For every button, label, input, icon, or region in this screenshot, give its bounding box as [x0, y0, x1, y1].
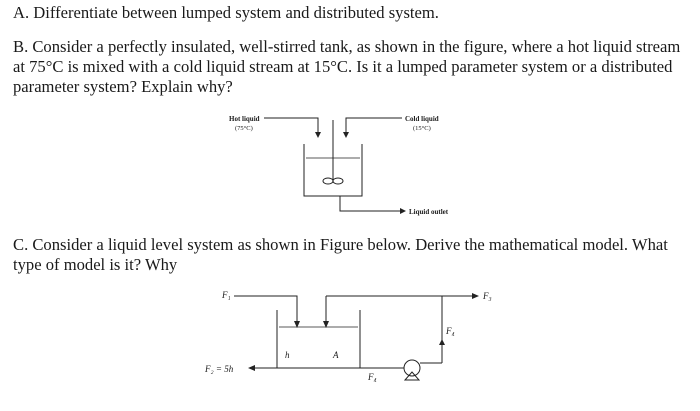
f3-arrow — [472, 293, 479, 299]
f4-label-right: F₄ — [446, 326, 455, 336]
question-a: A. Differentiate between lumped system and distributed system. — [13, 3, 439, 22]
f1-label: F₁ — [222, 290, 231, 300]
hot-liquid-label: Hot liquid — [229, 115, 260, 123]
f2-arrow — [248, 365, 255, 371]
hot-liquid-temp: (75°C) — [235, 125, 253, 132]
cold-liquid-temp: (15°C) — [413, 125, 431, 132]
cold-liquid-label: Cold liquid — [405, 115, 439, 123]
question-b: B. Consider a perfectly insulated, well-stirred tank, as shown in the figure, where a hot liquid stream at 75°C is mixed with a cold liquid stream at 15°C. Is it a lumped parameter system or a distributed parameter system? Explain why? — [13, 37, 681, 96]
h-label: h — [285, 350, 290, 360]
f1-inlet-pipe — [234, 296, 297, 323]
f4-label-bottom: F₄ — [368, 372, 377, 382]
f2-label: F₂ = 5h — [205, 364, 234, 374]
liquid-outlet-label: Liquid outlet — [409, 208, 449, 216]
f3-label: F₃ — [483, 291, 492, 301]
question-c: C. Consider a liquid level system as shown in Figure below. Derive the mathematical model. What type of model is it? Why — [13, 235, 668, 274]
a-label: A — [333, 350, 339, 360]
f4-up-arrow — [439, 339, 445, 345]
pump-icon — [404, 360, 420, 376]
